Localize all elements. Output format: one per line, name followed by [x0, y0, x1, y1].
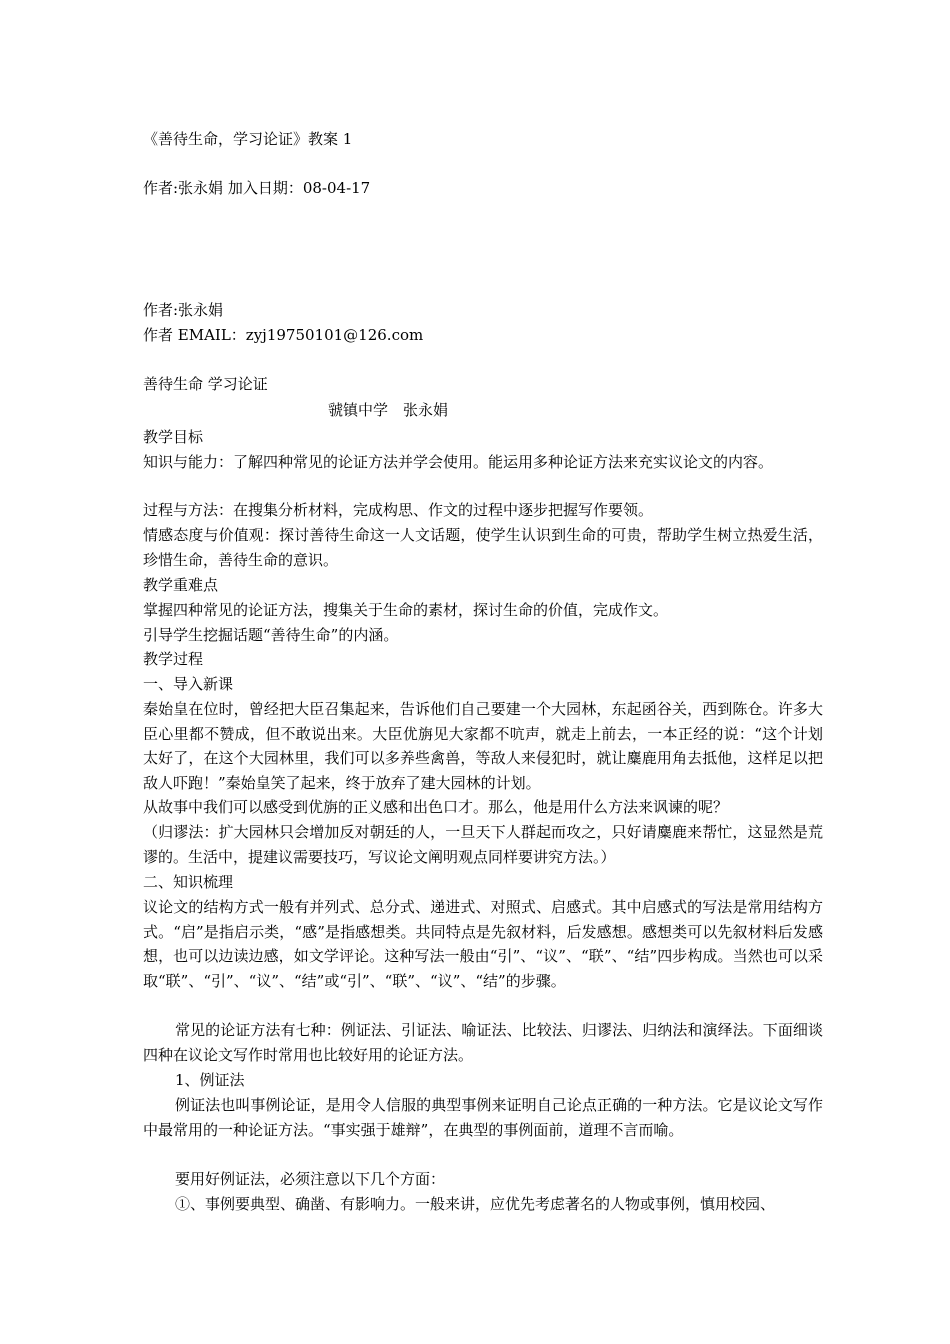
story-question: 从故事中我们可以感受到优旃的正义感和出色口才。那么，他是用什么方法来讽谏的呢？	[143, 798, 729, 816]
goals-heading: 教学目标	[143, 428, 204, 446]
methods-paragraph: 常见的论证方法有七种：例证法、引证法、喻证法、比较法、归谬法、归纳法和演绎法。下面细谈四种在议论文写作时常用也比较好用的论证方法。	[143, 1021, 823, 1064]
difficulty-heading: 教学重难点	[143, 576, 219, 594]
goal-emotion: 情感态度与价值观：探讨善待生命这一人文话题，使学生认识到生命的可贵，帮助学生树立热爱生活，珍惜生命，善待生命的意识。	[143, 526, 823, 569]
process-heading: 教学过程	[143, 650, 204, 668]
goal-knowledge: 知识与能力：了解四种常见的论证方法并学会使用。能运用多种论证方法来充实议论文的内容。	[143, 453, 774, 471]
section-intro-heading: 一、导入新课	[143, 675, 234, 693]
difficulty-item-2: 引导学生挖掘话题“善待生命”的内涵。	[143, 626, 399, 644]
method-1-point-1: ①、事例要典型、确凿、有影响力。一般来讲，应优先考虑著名的人物或事例，慎用校园、	[175, 1195, 776, 1213]
author-email: 作者 EMAIL：zyj19750101@126.com	[143, 326, 424, 344]
section-knowledge-heading: 二、知识梳理	[143, 873, 234, 891]
doc-meta-line: 作者:张永娟 加入日期：08-04-17	[143, 179, 371, 197]
lesson-title: 善待生命 学习论证	[143, 375, 268, 393]
story-paragraph: 秦始皇在位时，曾经把大臣召集起来，告诉他们自己要建一个大园林，东起函谷关，西到陈仓。许多大臣心里都不赞成，但不敢说出来。大臣优旃见大家都不吭声，就走上前去，一本正经的说：“这个计划太好了，在这个大园林里，我们可以多养些禽兽，等敌人来侵犯时，就让麋鹿用角去抵他，这样足以把敌人吓跑！”秦始皇笑了起来，终于放弃了建大园林的计划。	[143, 700, 823, 792]
story-answer: （归谬法：扩大园林只会增加反对朝廷的人，一旦天下人群起而攻之，只好请麋鹿来帮忙，这显然是荒谬的。生活中，提建议需要技巧，写议论文阐明观点同样要讲究方法。）	[143, 823, 823, 866]
difficulty-item-1: 掌握四种常见的论证方法，搜集关于生命的素材，探讨生命的价值，完成作文。	[143, 601, 669, 619]
method-1-heading: 1、例证法	[175, 1071, 245, 1089]
method-1-text: 例证法也叫事例论证，是用令人信服的典型事例来证明自己论点正确的一种方法。它是议论文写作中最常用的一种论证方法。“事实强于雄辩”，在典型的事例面前，道理不言而喻。	[143, 1096, 823, 1139]
goal-process: 过程与方法：在搜集分析材料，完成构思、作文的过程中逐步把握写作要领。	[143, 501, 654, 519]
doc-title: 《善待生命，学习论证》教案 1	[143, 130, 353, 148]
lesson-school-author: 虢镇中学 张永娟	[328, 401, 449, 419]
structure-paragraph: 议论文的结构方式一般有并列式、总分式、递进式、对照式、启感式。其中启感式的写法是常用结构方式。“启”是指启示类，“感”是指感想类。共同特点是先叙材料，后发感想。感想类可以先叙材料后发感想，也可以边读边感，如文学评论。这种写法一般由“引”、“议”、“联”、“结”四步构成。当然也可以采取“联”、“引”、“议”、“结”或“引”、“联”、“议”、“结”的步骤。	[143, 898, 823, 990]
author-name: 作者:张永娟	[143, 301, 224, 319]
method-1-note: 要用好例证法，必须注意以下几个方面：	[175, 1170, 446, 1188]
